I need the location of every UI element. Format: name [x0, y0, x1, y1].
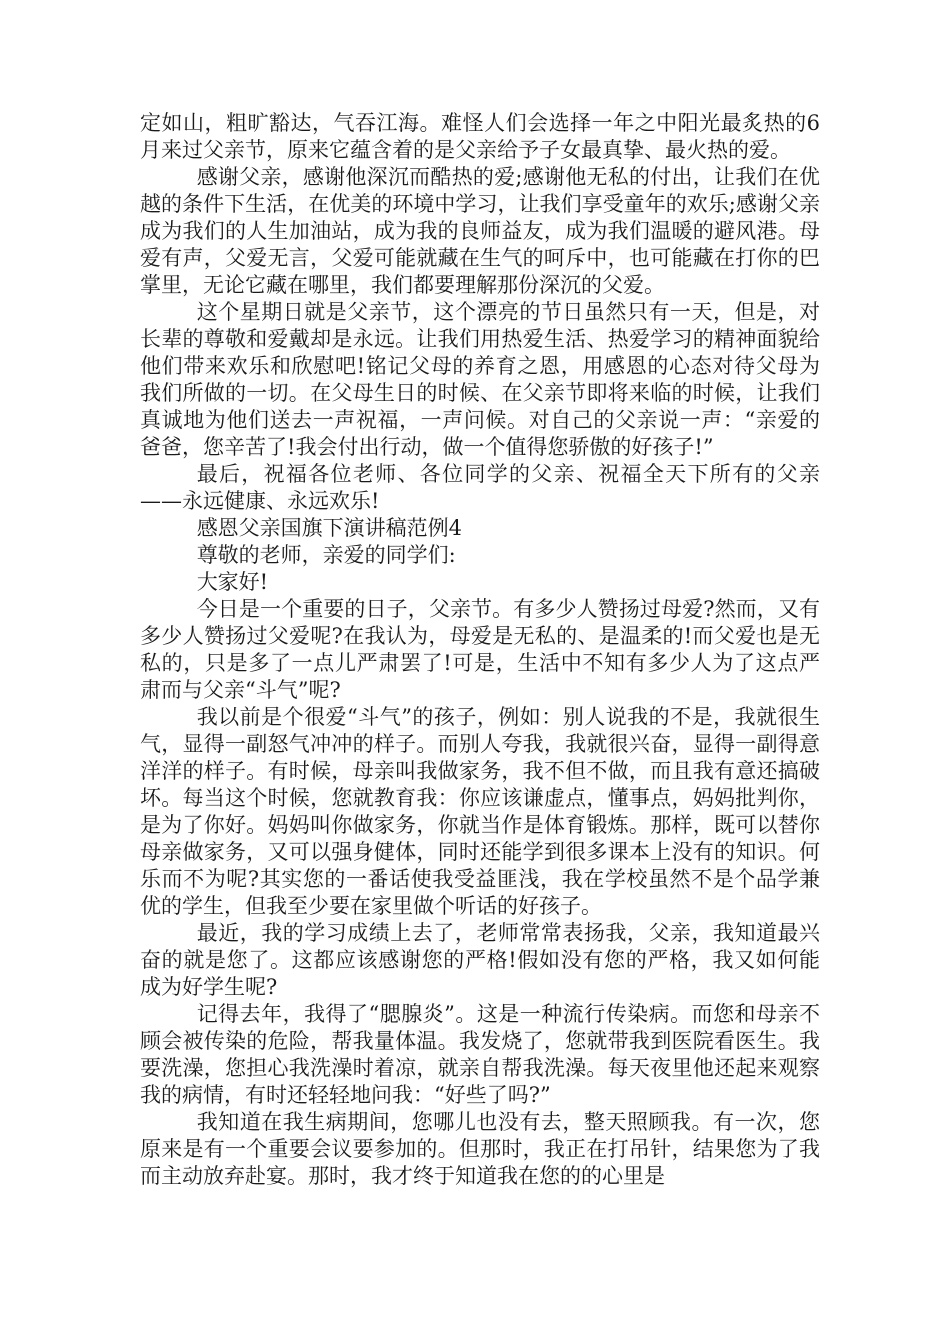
greeting: 大家好!	[196, 570, 269, 594]
speech-title: 感恩父亲国旗下演讲稿范例4	[196, 516, 463, 540]
paragraph-final-blessing: 最后，祝福各位老师、各位同学的父亲、祝福全天下所有的父亲——永远健康、永远欢乐!	[140, 462, 820, 513]
salutation: 尊敬的老师，亲爱的同学们:	[196, 543, 456, 567]
paragraph-used-to-sulk: 我以前是个很爱“斗气”的孩子，例如：别人说我的不是，我就很生气，显得一副怒气冲冲的样子。而别人夸我，我就很兴奋，显得一副得意洋洋的样子。有时候，母亲叫我做家务，我不但不做，而且我有意还搞破坏。每当这个时候，您就教育我：你应该谦虚点，懂事点，妈妈批判你，是为了你好。妈妈叫你做家务，你就当作是体育锻炼。那样，既可以替你母亲做家务，又可以强身健体，同时还能学到很多课本上没有的知识。何乐而不为呢?其实您的一番话使我受益匪浅，我在学校虽然不是个品学兼优的学生，但我至少要在家里做个听话的好孩子。	[140, 705, 820, 918]
paragraph-fathers-day-sunday: 这个星期日就是父亲节，这个漂亮的节日虽然只有一天，但是，对长辈的尊敬和爱戴却是永远。让我们用热爱生活、热爱学习的精神面貌给他们带来欢乐和欣慰吧!铭记父母的养育之恩，用感恩的心态对待父母为我们所做的一切。在父母生日的时候、在父亲节即将来临的时候，让我们真诚地为他们送去一声祝福，一声问候。对自己的父亲说一声：“亲爱的爸爸，您辛苦了!我会付出行动，做一个值得您骄傲的好孩子!”	[140, 300, 820, 459]
paragraph-continuation: 定如山，粗旷豁达，气吞江海。难怪人们会选择一年之中阳光最炙热的6月来过父亲节，原来它蕴含着的是父亲给予子女最真挚、最火热的爱。	[140, 111, 820, 162]
paragraph-important-day: 今日是一个重要的日子，父亲节。有多少人赞扬过母爱?然而，又有多少人赞扬过父爱呢?在我认为，母爱是无私的、是温柔的!而父爱也是无私的，只是多了一点儿严肃罢了!可是，生活中不知有多少人为了这点严肃而与父亲“斗气”呢?	[140, 597, 820, 702]
paragraph-mumps: 记得去年，我得了“腮腺炎”。这是一种流行传染病。而您和母亲不顾会被传染的危险，帮我量体温。我发烧了，您就带我到医院看医生。我要洗澡，您担心我洗澡时着凉，就亲自帮我洗澡。每天夜里他还起来观察我的病情，有时还轻轻地问我：“好些了吗?”	[140, 1002, 820, 1107]
paragraph-thanks-father: 感谢父亲，感谢他深沉而酷热的爱;感谢他无私的付出，让我们在优越的条件下生活，在优美的环境中学习，让我们享受童年的欢乐;感谢父亲成为我们的人生加油站，成为我的良师益友，成为我们温暖的避风港。母爱有声，父爱无言，父爱可能就藏在生气的呵斥中，也可能藏在打你的巴掌里，无论它藏在哪里，我们都要理解那份深沉的父爱。	[140, 165, 820, 297]
document-page	[140, 110, 820, 1190]
paragraph-grades-improved: 最近，我的学习成绩上去了，老师常常表扬我，父亲，我知道最兴奋的就是您了。这都应该感谢您的严格!假如没有您的严格，我又如何能成为好学生呢?	[140, 921, 820, 999]
paragraph-during-illness: 我知道在我生病期间，您哪儿也没有去，整天照顾我。有一次，您原来是有一个重要会议要参加的。但那时，我正在打吊针，结果您为了我而主动放弃赴宴。那时，我才终于知道我在您的的心里是	[140, 1110, 820, 1188]
